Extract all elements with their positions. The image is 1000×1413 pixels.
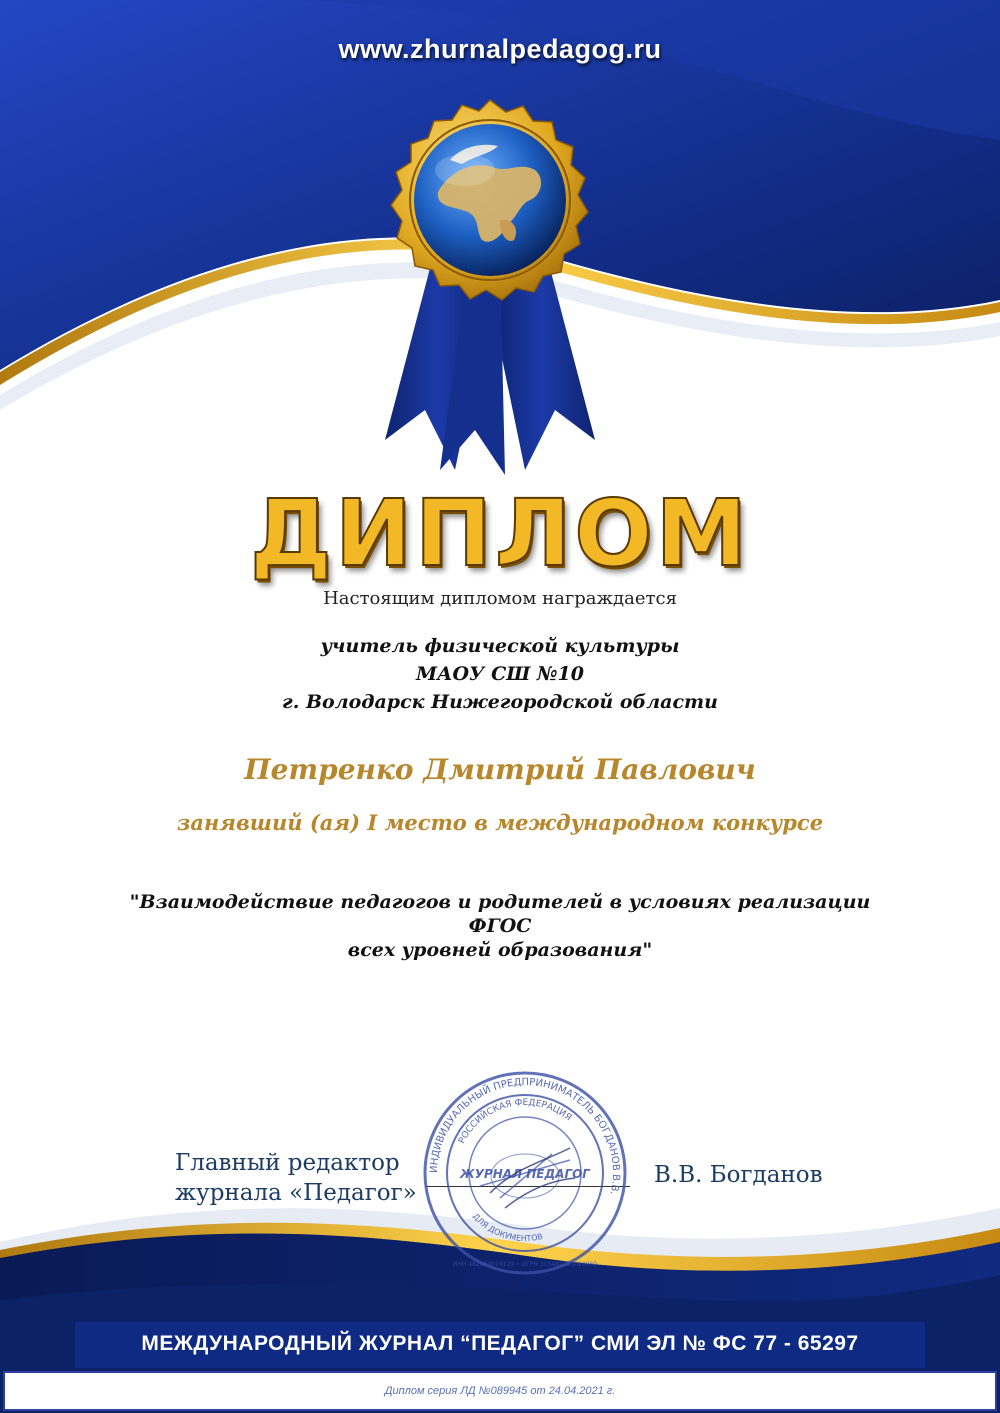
stamp-inner-text: РОССИЙСКАЯ ФЕДЕРАЦИЯ [457, 1097, 574, 1146]
diploma-series: Диплом серия ЛД №089945 от 24.04.2021 г. [3, 1371, 997, 1411]
stamp-codes: ИНН 482600019129 • ОГРН 315482700020060 [452, 1261, 598, 1268]
contest-title-line-1: "Взаимодействие педагогов и родителей в условиях реализации ФГОС [129, 891, 871, 937]
editor-name: В.В. Богданов [654, 1162, 823, 1188]
site-url: www.zhurnalpedagog.ru [338, 34, 662, 64]
editor-title-line-2: журнала «Педагог» [175, 1180, 417, 1206]
journal-registration: МЕЖДУНАРОДНЫЙ ЖУРНАЛ “ПЕДАГОГ” СМИ ЭЛ № ФС 77 - 65297 [141, 1332, 859, 1355]
stamp-outer-text: ИНДИВИДУАЛЬНЫЙ ПРЕДПРИНИМАТЕЛЬ БОГДАНОВ В.В. [428, 1076, 622, 1196]
recipient-info [0, 632, 1000, 716]
contest-title [100, 890, 900, 962]
footer-bar [75, 1322, 925, 1368]
contest-title-line-2: всех уровней образования" [347, 939, 653, 961]
achievement-text: занявший (ая) I место в международном конкурсе [176, 810, 824, 835]
diploma-subtitle: Настоящим дипломом награждается [323, 588, 677, 609]
stamp-bottom-text: ДЛЯ ДОКУМЕНТОВ [471, 1211, 544, 1244]
recipient-position: учитель физической культуры [320, 635, 680, 657]
svg-text:РОССИЙСКАЯ ФЕДЕРАЦИЯ [457, 1098, 573, 1146]
stamp-center-text: ЖУРНАЛ ПЕДАГОГ [460, 1167, 590, 1181]
recipient-school: МАОУ СШ №10 [415, 663, 584, 685]
editor-title-line-1: Главный редактор [175, 1150, 400, 1176]
editor-title [175, 1148, 417, 1208]
recipient-name: Петренко Дмитрий Павлович [244, 753, 756, 786]
diploma-title: ДИПЛОМ [249, 480, 751, 587]
official-stamp [420, 1068, 630, 1278]
recipient-city: г. Володарск Нижегородской области [282, 691, 718, 713]
